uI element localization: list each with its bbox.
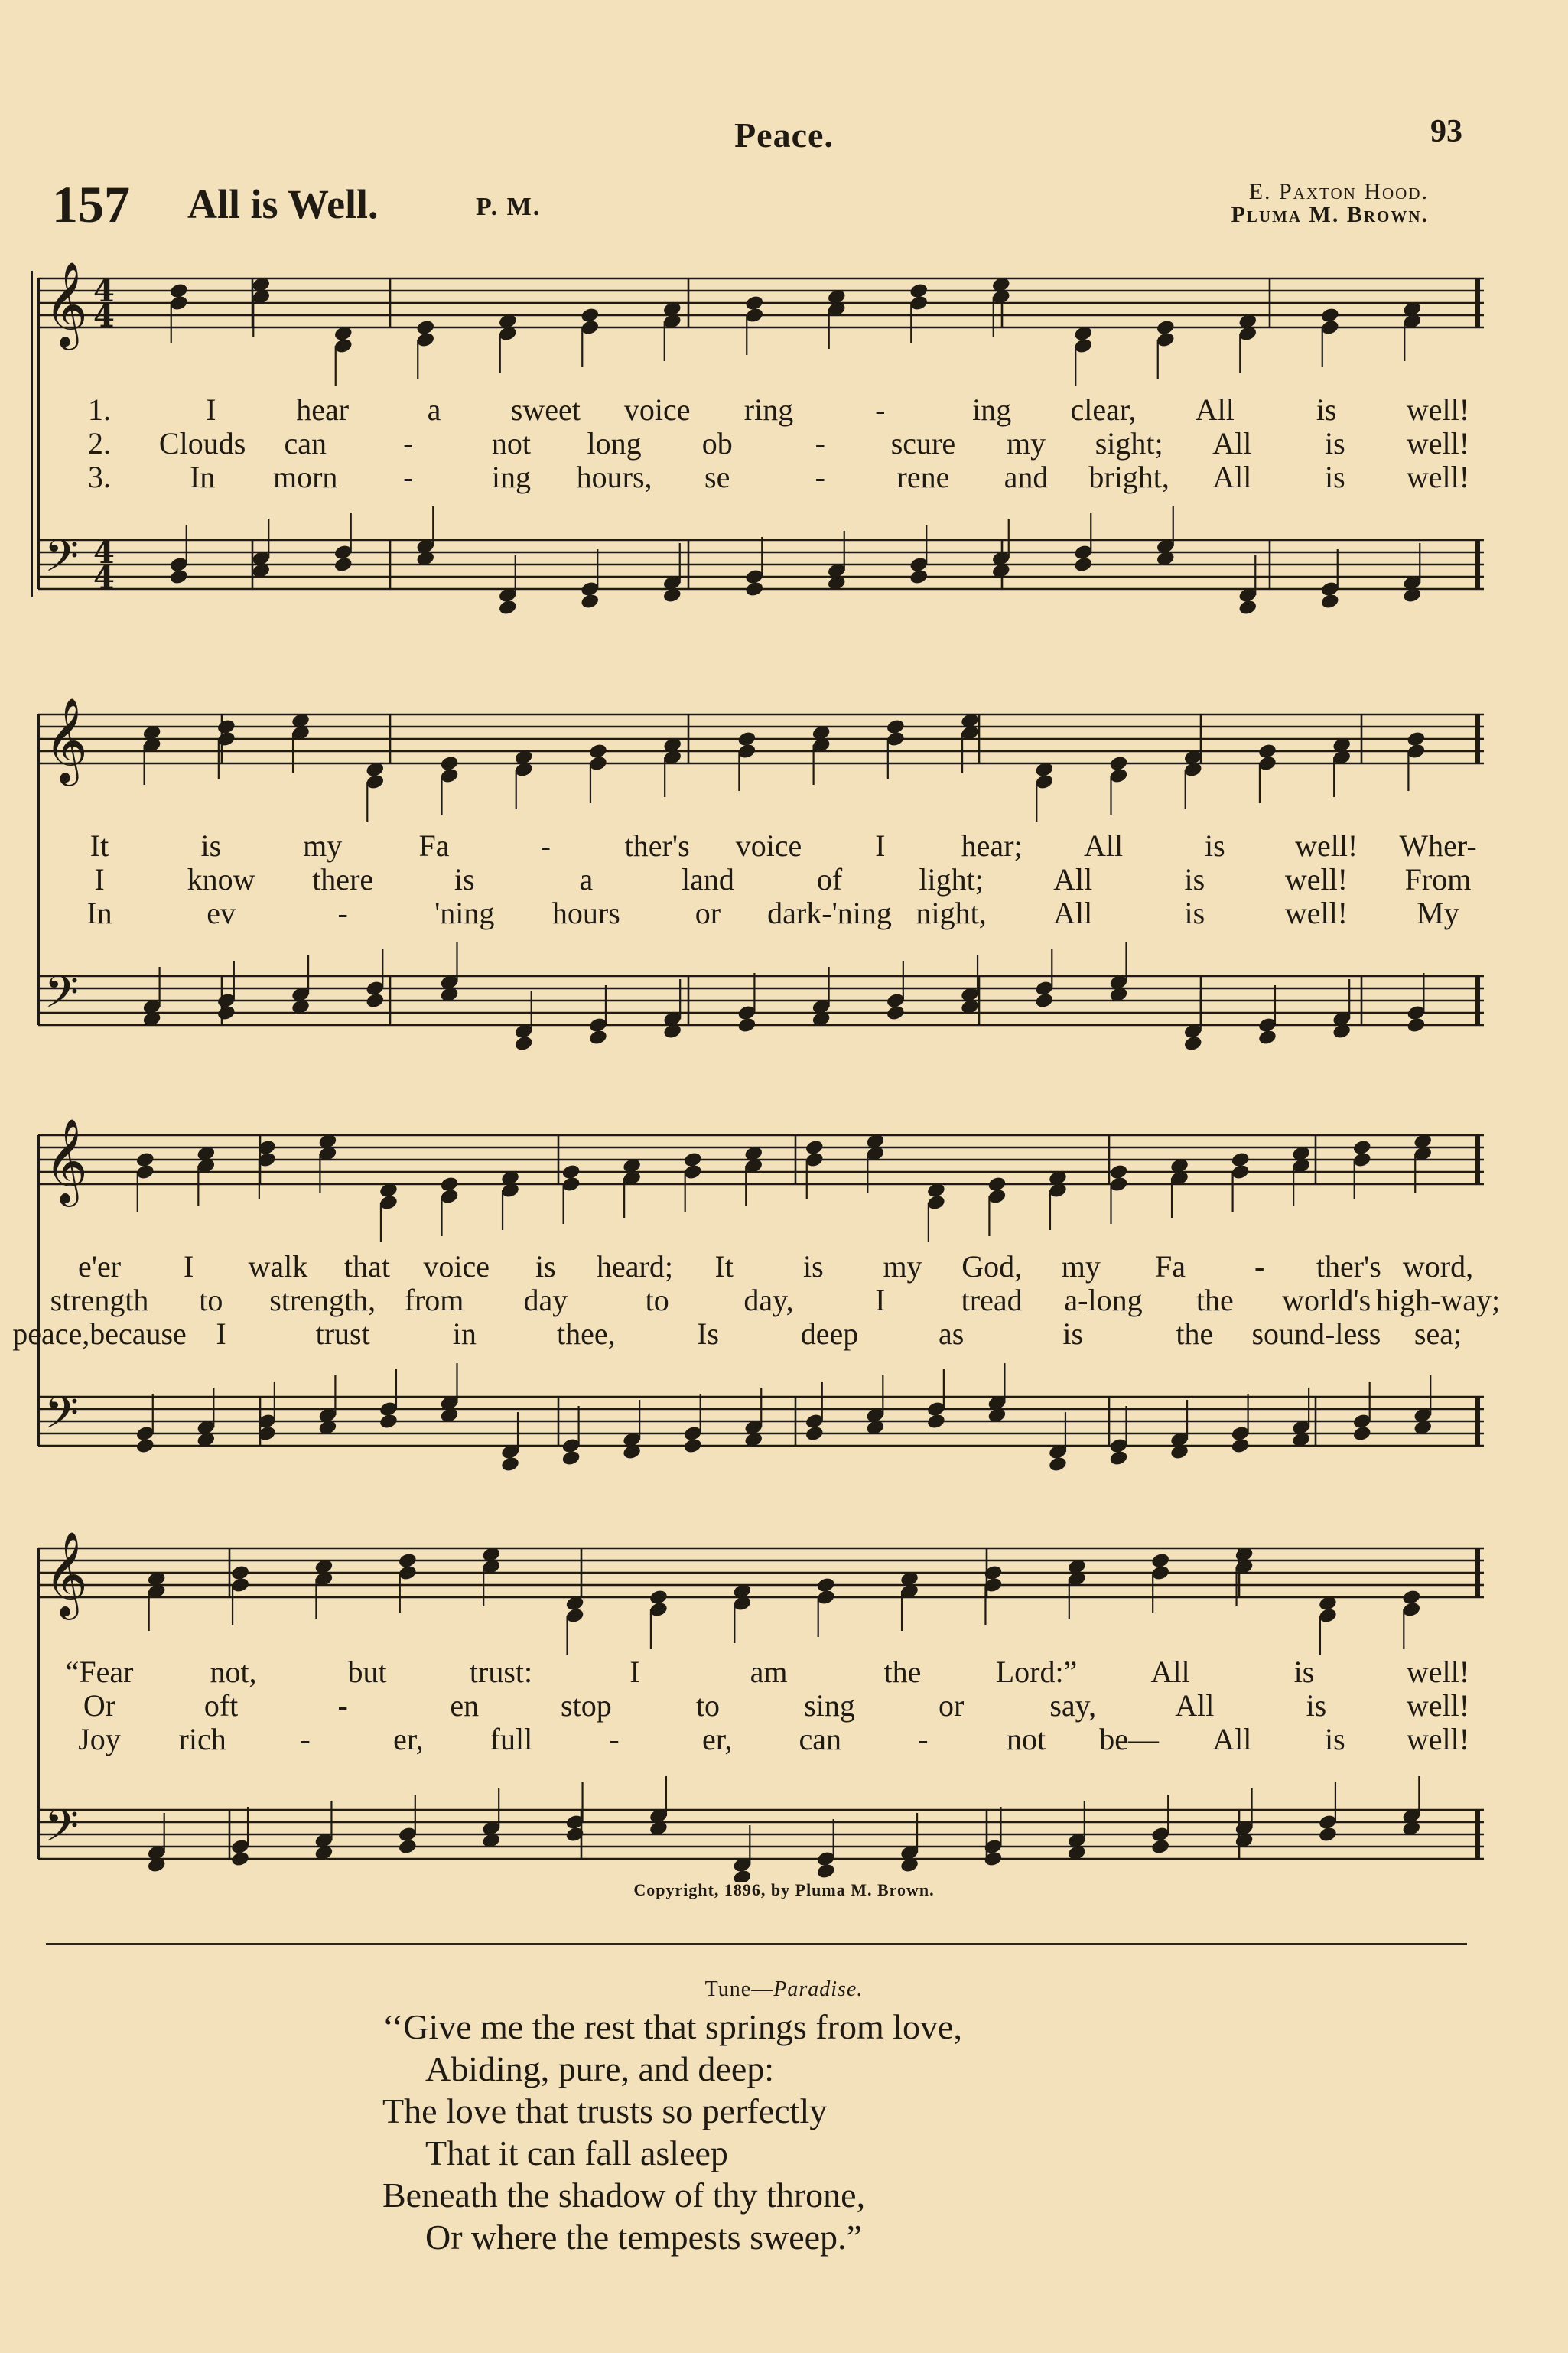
lyric-word: ther's — [1316, 1249, 1381, 1284]
lyric-word: It — [714, 1249, 734, 1284]
lyric-word: there — [312, 862, 374, 897]
lyric-word: 2. — [88, 426, 111, 461]
lyric-word: land — [682, 862, 734, 897]
lyric-word: hear — [296, 392, 350, 427]
music-system-3 — [12, 1109, 1501, 1507]
lyric-word: be— — [1099, 1722, 1160, 1756]
lyric-word: is — [200, 828, 222, 863]
lyric-word: from — [404, 1283, 464, 1317]
lyric-word: well! — [1406, 1655, 1470, 1689]
lyric-word: and — [1004, 460, 1049, 494]
treble-clef-icon: 𝄞 — [44, 1118, 88, 1203]
lyric-word: In — [86, 896, 112, 930]
lyric-word: dark-'ning — [767, 896, 892, 930]
lyric-word: - — [609, 1722, 620, 1756]
lyric-word: or — [695, 896, 721, 930]
lyric-word: of — [816, 862, 843, 897]
lyric-word: Fa — [418, 828, 450, 863]
note-head — [1150, 1838, 1170, 1856]
lyric-word: voice — [423, 1249, 490, 1284]
lyric-word: 1. — [88, 392, 111, 427]
lyric-word: All — [1175, 1688, 1215, 1723]
lyric-word: is — [1062, 1316, 1084, 1351]
lyric-word: as — [938, 1316, 965, 1351]
lyric-word: My — [1417, 896, 1459, 930]
lyric-word: rene — [896, 460, 950, 494]
lyric-word: can — [799, 1722, 842, 1756]
lyric-line-verse-3 — [31, 1721, 1484, 1755]
music-system-2 — [31, 688, 1484, 1086]
lyric-word: All — [1083, 828, 1124, 863]
tune-name: Paradise. — [773, 1977, 864, 2001]
note-head — [169, 568, 189, 586]
lyric-word: deep — [800, 1316, 859, 1351]
hymn-number: 157 — [52, 175, 130, 233]
lyric-word: - — [337, 1688, 348, 1723]
copyright-notice: Copyright, 1896, by Pluma M. Brown. — [633, 1880, 935, 1899]
lyric-word: day, — [743, 1283, 794, 1317]
note-head — [498, 599, 518, 617]
poem-line: Beneath the shadow of thy throne, — [382, 2176, 866, 2215]
lyric-word: is — [454, 862, 475, 897]
lyric-word: Lord:” — [995, 1655, 1078, 1689]
lyric-word: in — [452, 1316, 477, 1351]
lyric-word: is — [1184, 896, 1205, 930]
lyric-word: In — [189, 460, 216, 494]
note-head — [1352, 1425, 1372, 1443]
hymn-meter: P. M. — [476, 193, 542, 221]
tune-label-prefix: Tune— — [704, 1977, 774, 2001]
lyric-word: 3. — [88, 460, 111, 494]
lyric-word: All — [1150, 1655, 1190, 1689]
tune-label — [0, 1977, 1568, 2002]
note-head — [1318, 1826, 1338, 1844]
lyric-word: or — [938, 1688, 965, 1723]
lyric-word: All — [1053, 896, 1093, 930]
lyric-word: I — [875, 1283, 886, 1317]
page-number: 93 — [1430, 114, 1462, 149]
lyric-line-verse-1 — [31, 1654, 1484, 1687]
lyric-word: - — [875, 392, 886, 427]
note-head — [1108, 1450, 1128, 1467]
lyric-line-verse-3 — [31, 895, 1484, 929]
note-head — [926, 1413, 946, 1430]
divider-rule — [46, 1943, 1467, 1945]
note-head — [1406, 1017, 1426, 1034]
lyric-word: my — [1006, 426, 1046, 461]
note-head — [1034, 992, 1054, 1010]
lyric-word: I — [94, 862, 105, 897]
lyric-word: my — [303, 828, 343, 863]
lyric-word: is — [1325, 426, 1345, 461]
lyric-word: my — [883, 1249, 922, 1284]
bass-clef-icon: 𝄢 — [44, 1387, 80, 1450]
note-head — [805, 1425, 825, 1443]
poem-stanza — [382, 2006, 962, 2258]
composer-credit: Pluma M. Brown. — [1231, 202, 1429, 227]
lyric-line-verse-1 — [31, 828, 1484, 861]
lyric-word: is — [1325, 1722, 1345, 1756]
poem-line: Abiding, pure, and deep: — [425, 2049, 775, 2088]
lyric-word: bright, — [1088, 460, 1169, 494]
lyric-line-verse-1 — [31, 392, 1484, 425]
lyric-word: rich — [178, 1722, 226, 1756]
lyric-word: God, — [961, 1249, 1023, 1284]
lyric-word: ing — [972, 392, 1012, 427]
lyric-word: is — [1184, 862, 1205, 897]
lyric-word: not — [1006, 1722, 1046, 1756]
lyric-word: sea; — [1413, 1316, 1462, 1351]
note-head — [744, 581, 764, 598]
lyric-word: trust: — [469, 1655, 533, 1689]
lyric-word: well! — [1284, 896, 1348, 930]
note-head — [514, 1035, 534, 1053]
note-head — [135, 1437, 155, 1455]
poem-line: Or where the tempests sweep.” — [425, 2218, 862, 2257]
lyric-word: - — [815, 460, 825, 494]
lyric-word: sound-less — [1251, 1316, 1381, 1351]
lyric-word: a — [427, 392, 441, 427]
note-head — [216, 1004, 236, 1022]
lyric-line-verse-3 — [31, 459, 1484, 493]
lyric-word: oft — [203, 1688, 239, 1723]
lyric-word: hours — [551, 896, 620, 930]
lyric-word: It — [89, 828, 109, 863]
lyric-word: the — [1176, 1316, 1214, 1351]
note-head — [1238, 599, 1257, 617]
lyric-word: I — [216, 1316, 226, 1351]
lyric-word: - — [403, 460, 414, 494]
lyric-word: - — [540, 828, 551, 863]
treble-clef-icon: 𝄞 — [44, 697, 88, 783]
lyric-word: not, — [210, 1655, 257, 1689]
note-head — [230, 1850, 250, 1868]
lyric-word: is — [1204, 828, 1225, 863]
poem-line: That it can fall asleep — [425, 2133, 728, 2172]
lyric-word: All — [1053, 862, 1093, 897]
music-system-4 — [31, 1522, 1484, 1882]
lyric-word: full — [490, 1722, 533, 1756]
lyric-word: - — [918, 1722, 929, 1756]
note-head — [398, 1838, 418, 1856]
lyric-word: er, — [701, 1722, 733, 1756]
lyric-word: “Fear — [65, 1655, 134, 1689]
lyric-word: ev — [207, 896, 236, 930]
lyric-word: All — [1212, 426, 1252, 461]
section-title: Peace. — [734, 116, 834, 155]
lyric-word: well! — [1406, 460, 1470, 494]
lyric-word: that — [344, 1249, 390, 1284]
lyric-word: can — [284, 426, 327, 461]
lyric-word: is — [1293, 1655, 1315, 1689]
lyric-word: From — [1404, 862, 1472, 897]
lyric-word: tread — [961, 1283, 1023, 1317]
lyric-word: All — [1195, 392, 1235, 427]
bass-clef-icon: 𝄢 — [44, 966, 80, 1029]
lyric-line-verse-2 — [31, 1687, 1484, 1721]
note-head — [1231, 1437, 1251, 1455]
note-head — [365, 992, 385, 1010]
lyric-word: the — [1196, 1283, 1234, 1317]
lyric-word: Is — [697, 1316, 719, 1351]
note-head — [816, 1863, 836, 1880]
lyric-word: Wher- — [1399, 828, 1477, 863]
lyric-word: a — [579, 862, 594, 897]
lyric-word: ther's — [624, 828, 690, 863]
lyric-word: word, — [1402, 1249, 1474, 1284]
lyric-word: morn — [273, 460, 338, 494]
lyric-word: well! — [1406, 426, 1470, 461]
time-signature-bottom: 4 — [93, 560, 115, 596]
time-signature-bottom: 4 — [93, 298, 115, 334]
note-head — [333, 556, 353, 574]
lyric-word: strength, — [269, 1283, 376, 1317]
lyric-word: to — [199, 1283, 223, 1317]
lyric-word: hear; — [961, 828, 1023, 863]
lyric-word: I — [875, 828, 886, 863]
lyric-word: trust — [315, 1316, 370, 1351]
lyric-word: clear, — [1070, 392, 1137, 427]
lyric-word: a-long — [1064, 1283, 1143, 1317]
note-head — [500, 1456, 520, 1473]
lyric-word: high-way; — [1375, 1283, 1501, 1317]
lyric-word: strength — [50, 1283, 149, 1317]
treble-clef-icon: 𝄞 — [44, 1531, 88, 1616]
lyric-word: well! — [1406, 392, 1470, 427]
lyric-word: I — [629, 1655, 640, 1689]
note-head — [909, 568, 929, 586]
lyric-word: is — [1306, 1688, 1327, 1723]
lyric-word: world's — [1282, 1283, 1371, 1317]
lyric-word: ing — [491, 460, 532, 494]
lyric-word: not — [491, 426, 532, 461]
lyric-line-verse-3 — [12, 1316, 1484, 1351]
lyric-word: stop — [561, 1688, 612, 1723]
lyric-word: All — [1212, 1722, 1252, 1756]
lyric-word: Fa — [1155, 1249, 1186, 1284]
note-head — [683, 1437, 703, 1455]
note-head — [1048, 1456, 1068, 1473]
time-signature-top: 4 — [93, 535, 115, 571]
lyric-word: to — [645, 1283, 669, 1317]
lyric-word: heard; — [597, 1249, 673, 1284]
lyric-word: ring — [743, 392, 794, 427]
lyric-word: 'ning — [434, 896, 495, 930]
lyric-word: voice — [735, 828, 802, 863]
note-head — [580, 593, 600, 610]
lyric-word: is — [802, 1249, 824, 1284]
lyric-word: sweet — [510, 392, 581, 427]
lyric-word: en — [450, 1688, 480, 1723]
lyric-word: er, — [393, 1722, 424, 1756]
lyric-word: know — [187, 862, 255, 897]
lyric-word: well! — [1406, 1722, 1470, 1756]
lyric-word: voice — [623, 392, 691, 427]
lyric-word: night, — [916, 896, 987, 930]
lyric-word: sight; — [1095, 426, 1163, 461]
lyric-word: ob — [701, 426, 733, 461]
author-credit: E. Paxton Hood. — [1248, 179, 1429, 204]
note-head — [379, 1413, 399, 1430]
hymn-title: All is Well. — [187, 181, 379, 227]
note-head — [588, 1029, 608, 1046]
lyric-word: well! — [1284, 862, 1348, 897]
lyric-word: day — [523, 1283, 568, 1317]
lyric-word: long — [587, 426, 642, 461]
lyric-word: Clouds — [158, 426, 246, 461]
lyric-word: - — [337, 896, 348, 930]
lyric-word: is — [535, 1249, 556, 1284]
lyric-word: thee, — [557, 1316, 616, 1351]
lyric-line-verse-2 — [31, 1282, 1501, 1317]
lyric-word: light; — [919, 862, 984, 897]
note-head — [737, 1017, 756, 1034]
lyric-word: my — [1061, 1249, 1101, 1284]
poem-line: ‘‘Give me the rest that springs from love, — [382, 2007, 962, 2046]
lyric-word: but — [347, 1655, 387, 1689]
note-head — [1183, 1035, 1203, 1053]
lyric-word: peace,because — [12, 1316, 187, 1351]
lyric-word: I — [206, 392, 216, 427]
lyric-word: the — [883, 1655, 922, 1689]
music-system-1 — [31, 252, 1484, 650]
lyric-word: say, — [1049, 1688, 1097, 1723]
lyric-word: am — [750, 1655, 788, 1689]
lyric-word: - — [403, 426, 414, 461]
lyric-word: sing — [804, 1688, 855, 1723]
note-head — [1073, 556, 1093, 574]
bass-clef-icon: 𝄢 — [44, 530, 80, 593]
lyric-word: well! — [1406, 1688, 1470, 1723]
note-head — [886, 1004, 906, 1022]
note-head — [561, 1450, 581, 1467]
lyric-word: se — [704, 460, 730, 494]
lyric-word: walk — [248, 1249, 308, 1284]
lyric-word: well! — [1295, 828, 1358, 863]
bass-clef-icon: 𝄢 — [44, 1800, 80, 1863]
lyric-word: - — [815, 426, 825, 461]
lyric-word: I — [183, 1249, 194, 1284]
lyric-word: is — [1325, 460, 1345, 494]
time-signature-top: 4 — [93, 273, 115, 309]
lyric-word: All — [1212, 460, 1252, 494]
lyric-line-verse-1 — [31, 1248, 1484, 1282]
lyric-line-verse-2 — [31, 425, 1484, 459]
lyric-word: is — [1316, 392, 1337, 427]
lyric-word: e'er — [77, 1249, 122, 1284]
lyric-word: hours, — [576, 460, 652, 494]
lyric-word: scure — [890, 426, 956, 461]
lyric-word: to — [695, 1688, 721, 1723]
note-head — [1320, 593, 1340, 610]
lyric-word: - — [300, 1722, 311, 1756]
lyric-word: Or — [83, 1688, 116, 1723]
note-head — [1257, 1029, 1277, 1046]
lyric-word: Joy — [78, 1722, 121, 1756]
lyric-word: - — [1254, 1249, 1265, 1284]
poem-line: The love that trusts so perfectly — [382, 2091, 828, 2130]
lyric-line-verse-2 — [31, 861, 1484, 895]
treble-clef-icon: 𝄞 — [44, 261, 88, 347]
